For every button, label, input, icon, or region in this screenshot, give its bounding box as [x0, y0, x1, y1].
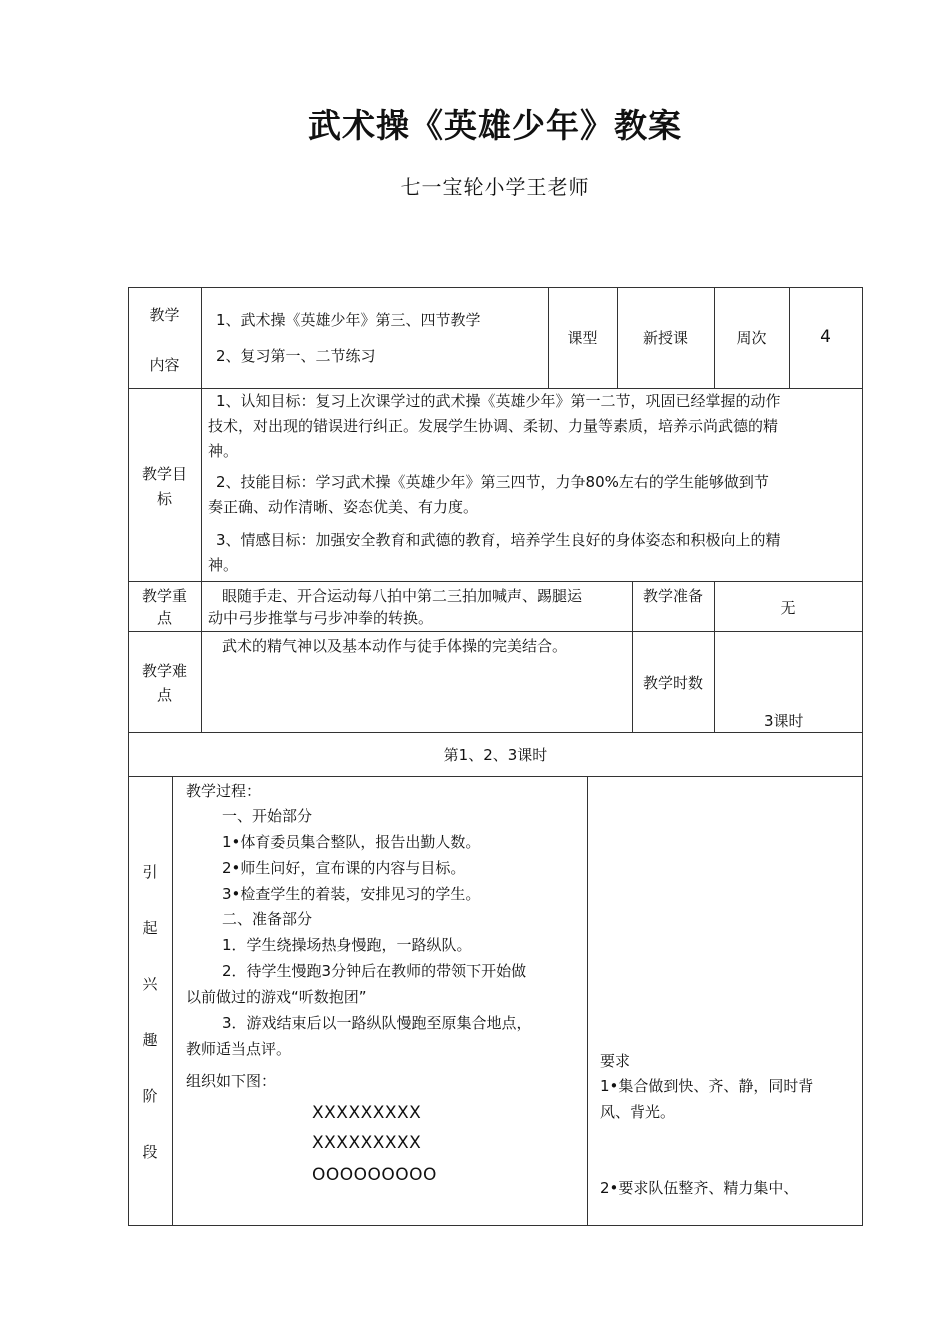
requirement-line: 风、背光。 — [600, 1103, 676, 1121]
row-divider — [128, 776, 863, 777]
goal-2-line-2: 奏正确、动作清晰、姿态优美、有力度。 — [208, 498, 479, 516]
content-line-1: 1、武术操《英雄少年》第三、四节教学 — [216, 311, 481, 329]
row-divider — [128, 631, 863, 632]
process-line: 2．待学生慢跑3分钟后在教师的带领下开始做 — [222, 962, 527, 980]
stage-label-char: 兴 — [142, 975, 158, 993]
process-line: 2•师生问好，宣布课的内容与目标。 — [222, 859, 466, 877]
hours-value: 3课时 — [764, 712, 804, 730]
content-label-2: 内容 — [149, 356, 180, 374]
col-divider — [587, 776, 588, 1226]
process-title: 教学过程： — [186, 782, 262, 800]
page-title: 武术操《英雄少年》教案 — [308, 106, 682, 145]
goal-1-line-2: 技术，对出现的错误进行纠正。发展学生协调、柔韧、力量等素质，培养示尚武德的精 — [208, 417, 779, 435]
stage-label-char: 趣 — [142, 1031, 158, 1049]
process-line: 以前做过的游戏“听数抱团” — [186, 988, 367, 1006]
process-line: 二、准备部分 — [222, 910, 313, 928]
table-border-top — [128, 287, 863, 288]
prep-label: 教学准备 — [642, 587, 703, 605]
label-column-divider — [201, 287, 202, 732]
session-header: 第1、2、3课时 — [443, 746, 548, 764]
type-value: 新授课 — [642, 329, 688, 347]
process-line: 3•检查学生的着装，安排见习的学生。 — [222, 885, 481, 903]
formation-row: XXXXXXXXX — [312, 1103, 422, 1123]
difficulty-label-2: 点 — [156, 686, 172, 704]
focus-label-1: 教学重 — [141, 587, 187, 605]
week-label: 周次 — [736, 329, 767, 347]
stage-label-char: 阶 — [142, 1087, 158, 1105]
process-line: 1•体育委员集合整队，报告出勤人数。 — [222, 833, 481, 851]
goal-2-line-1: 2、技能目标：学习武术操《英雄少年》第三四节，力争80%左右的学生能够做到节 — [216, 473, 769, 491]
requirements-title: 要求 — [600, 1052, 631, 1070]
difficulty-text: 武术的精气神以及基本动作与徒手体操的完美结合。 — [222, 637, 568, 655]
formation-row: OOOOOOOOO — [312, 1165, 437, 1185]
page-subtitle: 七一宝轮小学王老师 — [400, 175, 590, 199]
stage-label-char: 引 — [142, 863, 158, 881]
process-line: 教师适当点评。 — [186, 1040, 292, 1058]
goal-1-line-3: 神。 — [208, 442, 239, 460]
process-line: 组织如下图： — [186, 1072, 277, 1090]
week-value: 4 — [820, 327, 831, 347]
process-line: 一、开始部分 — [222, 807, 313, 825]
row-divider — [128, 732, 863, 733]
table-border-bottom — [128, 1225, 863, 1226]
prep-value: 无 — [780, 599, 796, 617]
requirement-line: 1•集合做到快、齐、静，同时背 — [600, 1077, 814, 1095]
goal-3-line-2: 神。 — [208, 556, 239, 574]
goals-label-2: 标 — [156, 490, 172, 508]
goal-1-line-1: 1、认知目标：复习上次课学过的武术操《英雄少年》第一二节，巩固已经掌握的动作 — [216, 392, 781, 410]
col-divider — [172, 776, 173, 1226]
row-divider — [128, 581, 863, 582]
stage-label-char: 段 — [142, 1143, 158, 1161]
content-line-2: 2、复习第一、二节练习 — [216, 347, 376, 365]
requirement-line: 2•要求队伍整齐、精力集中、 — [600, 1179, 799, 1197]
process-line: 1．学生绕操场热身慢跑，一路纵队。 — [222, 936, 472, 954]
focus-line-2: 动中弓步推掌与弓步冲拳的转换。 — [208, 609, 434, 627]
focus-line-1: 眼随手走、开合运动每八拍中第二三拍加喊声、踢腿运 — [222, 587, 583, 605]
focus-label-2: 点 — [156, 609, 172, 627]
row-divider — [128, 388, 863, 389]
type-label: 课型 — [567, 329, 598, 347]
content-label-1: 教学 — [149, 306, 180, 324]
hours-label: 教学时数 — [642, 674, 703, 692]
goal-3-line-1: 3、情感目标：加强安全教育和武德的教育，培养学生良好的身体姿态和积极向上的精 — [216, 531, 781, 549]
process-line: 3．游戏结束后以一路纵队慢跑至原集合地点， — [222, 1014, 532, 1032]
difficulty-label-1: 教学难 — [141, 662, 187, 680]
formation-row: XXXXXXXXX — [312, 1133, 422, 1153]
stage-label-char: 起 — [142, 919, 158, 937]
goals-label-1: 教学目 — [141, 465, 187, 483]
